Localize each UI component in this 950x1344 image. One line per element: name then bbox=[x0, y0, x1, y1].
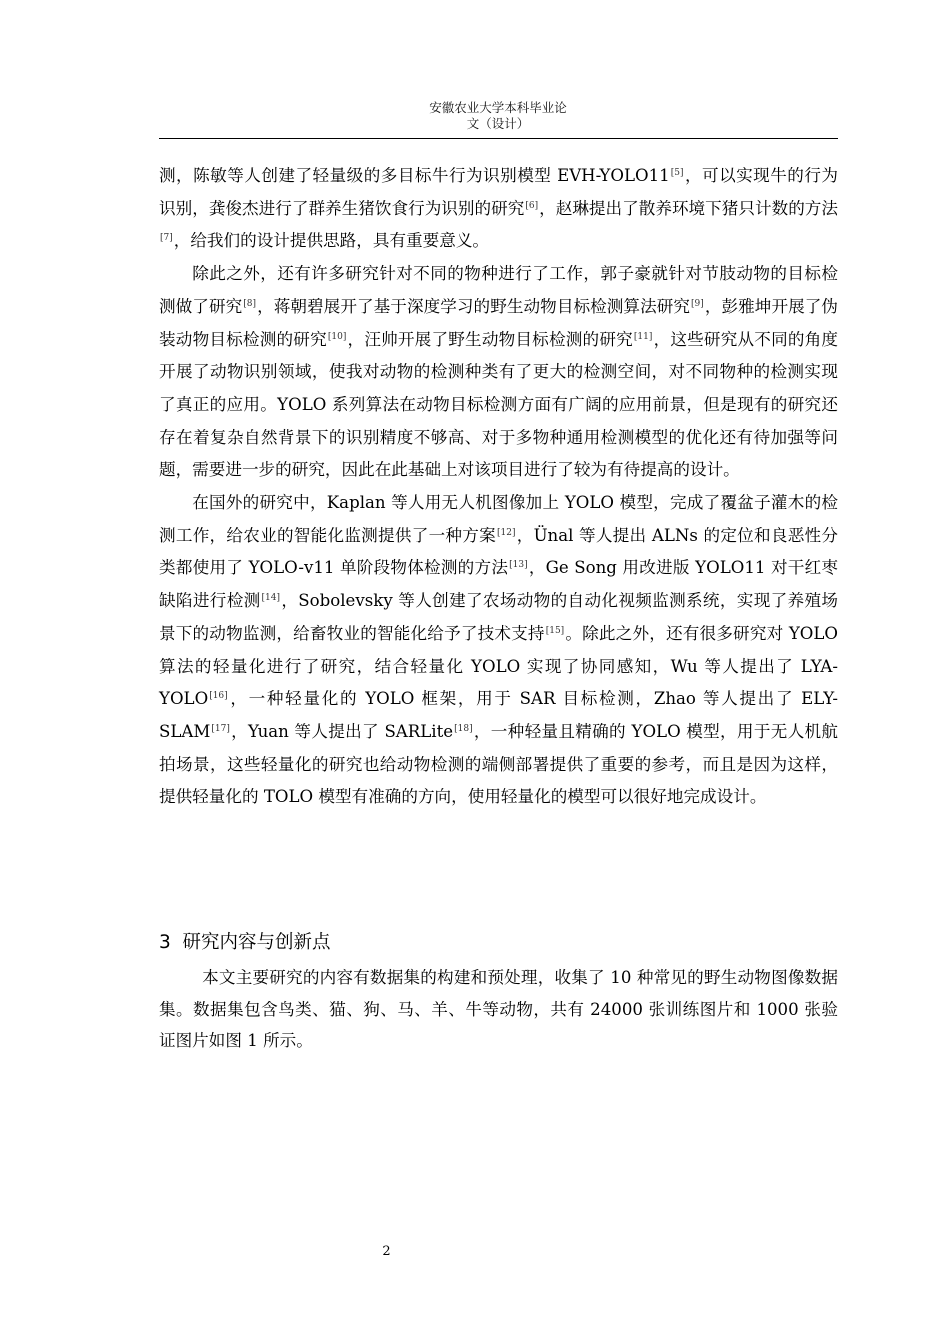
citation-ref: [8] bbox=[243, 298, 257, 309]
section-body-text bbox=[159, 962, 838, 1057]
text-run: ，可以实现牛的行为识别，龚俊杰进行了群养生猪饮食行为识别的研究 bbox=[159, 166, 839, 218]
text-run: ，汪帅开展了野生动物目标检测的研究 bbox=[347, 329, 633, 349]
text-run: ，蒋朝碧展开了基于深度学习的野生动物目标检测算法研究 bbox=[257, 296, 691, 316]
text-run: ，Ge Song 用改进版 YOLO11 对干红枣缺陷进行检测 bbox=[159, 558, 839, 611]
text-run: 测，陈敏等人创建了轻量级的多目标牛行为识别模型 EVH-YOLO11 bbox=[159, 166, 670, 185]
citation-ref: [9] bbox=[691, 298, 704, 309]
text-run: ，这些研究从不同的角度开展了动物识别领域，使我对动物的检测种类有了更大的检测空间，对不同物种的检测实现了真正的应用。YOLO 系列算法在动物目标检测方面有广阔的应用前景，但是现有的研究还存在着复杂自然背景下的识别精度不够高、对于多物种通用检测模型的优化还有待加强等问题，需要进一步的研究，因此在此基础上对该项目进行了较为有待提高的设计。 bbox=[159, 329, 839, 480]
citation-ref: [15] bbox=[545, 625, 565, 636]
citation-ref: [12] bbox=[496, 527, 516, 538]
citation-ref: [5] bbox=[670, 168, 684, 178]
citation-ref: [7] bbox=[160, 233, 173, 244]
text-run: ，一种轻量化的 YOLO 框架，用于 SAR 目标检测，Zhao 等人提出了 ELY-SLAM bbox=[159, 689, 838, 741]
text-run: 。除此之外，还有很多研究对 YOLO 算法的轻量化进行了研究，结合轻量化 YOLO 实现了协同感知，Wu 等人提出了 LYA-YOLO bbox=[159, 623, 838, 709]
text-run: ，赵琳提出了散养环境下猪只计数的方法 bbox=[539, 198, 839, 218]
citation-ref: [14] bbox=[261, 593, 281, 604]
text-run: ，一种轻量且精确的 YOLO 模型，用于无人机航拍场景，这些轻量化的研究也给动物检测的端侧部署提供了重要的参考，而且是因为这样，提供轻量化的 TOLO 模型有准确的方向，使用轻量化的模型可以很好地完成设计。 bbox=[159, 721, 838, 807]
text-run: ，彭雅坤开展了伪装动物目标检测的研究 bbox=[159, 296, 839, 349]
citation-ref: [16] bbox=[209, 691, 228, 702]
paragraph-continuation bbox=[159, 160, 838, 258]
section-heading: 3 研究内容与创新点 bbox=[159, 932, 331, 953]
text-run: 除此之外，还有许多研究针对不同的物种进行了工作，郭子豪就针对节肢动物的目标检测做了研究 bbox=[159, 264, 838, 316]
header-title-line2: 文（设计） bbox=[466, 116, 530, 131]
citation-ref: [10] bbox=[327, 331, 347, 342]
citation-ref: [18] bbox=[454, 723, 473, 734]
page-header bbox=[160, 100, 836, 132]
body-text bbox=[159, 160, 838, 814]
citation-ref: [6] bbox=[525, 200, 539, 211]
header-divider bbox=[159, 138, 838, 139]
citation-ref: [11] bbox=[633, 331, 653, 342]
paragraph-research-content: 本文主要研究的内容有数据集的构建和预处理，收集了 10 种常见的野生动物图像数据集。数据集包含鸟类、猫、狗、马、羊、牛等动物，共有 24000 张训练图片和 1000 张验证图片如图 1 所示。 bbox=[159, 968, 838, 1050]
page-number: 2 bbox=[382, 1244, 391, 1259]
text-run: ，Sobolevsky 等人创建了农场动物的自动化视频监测系统，实现了养殖场景下的动物监测，给畜牧业的智能化给予了技术支持 bbox=[159, 591, 838, 643]
text-run: 在国外的研究中，Kaplan 等人用无人机图像加上 YOLO 模型，完成了覆盆子灌木的检测工作，给农业的智能化监测提供了一种方案 bbox=[159, 493, 838, 545]
text-run: ，给我们的设计提供思路，具有重要意义。 bbox=[173, 231, 490, 251]
citation-ref: [13] bbox=[509, 560, 528, 571]
paragraph-species-research bbox=[159, 258, 838, 487]
paragraph-foreign-research bbox=[159, 487, 838, 814]
text-run: ，Ünal 等人提出 ALNs 的定位和良恶性分类都使用了 YOLO-v11 单阶段物体检测的方法 bbox=[159, 525, 839, 578]
citation-ref: [17] bbox=[211, 723, 230, 734]
header-title-line1: 安徽农业大学本科毕业论 bbox=[429, 100, 567, 115]
text-run: ，Yuan 等人提出了 SARLite bbox=[230, 721, 454, 741]
